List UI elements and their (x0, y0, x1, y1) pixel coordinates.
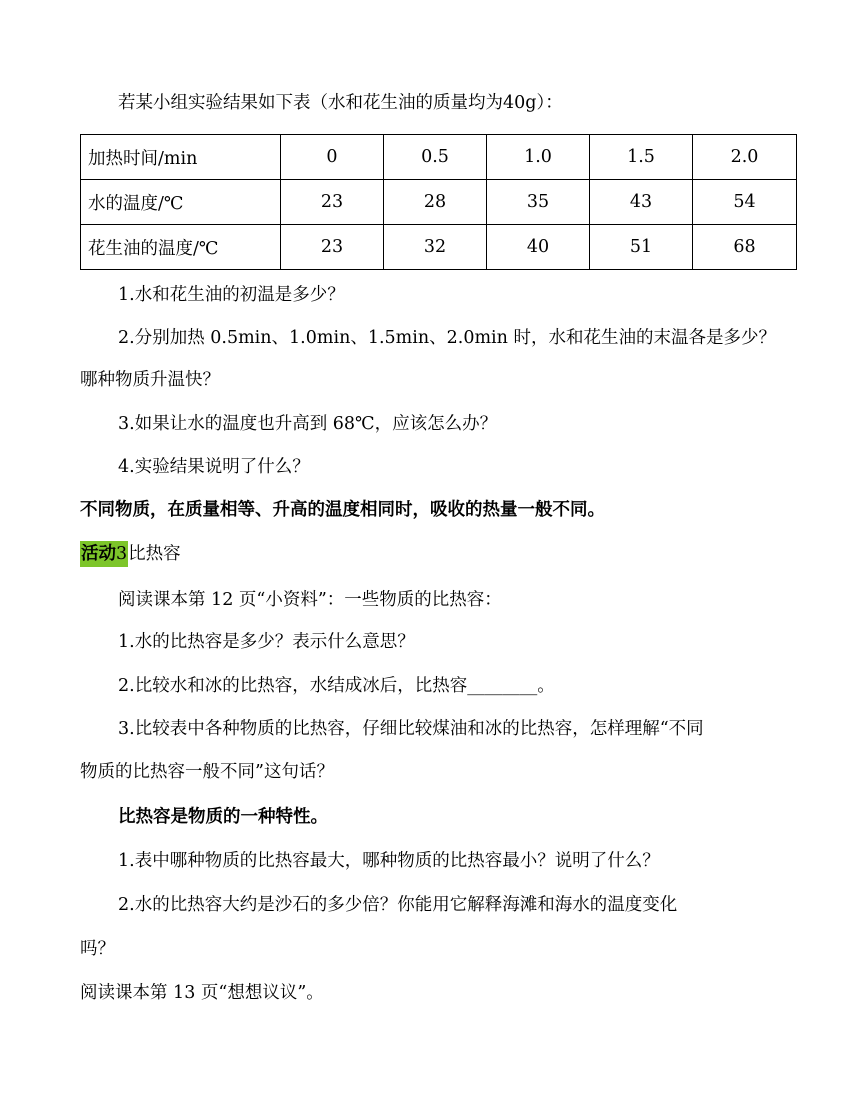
read-instruction-1: 阅读课本第 12 页“小资料”：一些物质的比热容： (118, 590, 502, 610)
table-cell: 0.5 (384, 135, 487, 180)
table-row-label: 加热时间/min (81, 135, 281, 180)
question-1-2: 2.分别加热 0.5min、1.0min、1.5min、2.0min 时，水和花生油的末温各是多少？ (118, 328, 776, 348)
question-2-3: 3.比较表中各种物质的比热容，仔细比较煤油和冰的比热容，怎样理解“不同 (118, 719, 704, 739)
question-3-2-cont: 吗？ (80, 939, 115, 959)
table-cell: 23 (281, 225, 384, 270)
table-cell: 68 (693, 225, 797, 270)
table-cell: 23 (281, 180, 384, 225)
table-cell: 51 (590, 225, 693, 270)
intro-text: 若某小组实验结果如下表（水和花生油的质量均为40g）： (118, 93, 563, 113)
question-3-1: 1.表中哪种物质的比热容最大，哪种物质的比热容最小？说明了什么？ (118, 851, 660, 871)
activity-tag (80, 541, 128, 567)
read-instruction-2: 阅读课本第 13 页“想想议议”。 (80, 983, 324, 1003)
activity-tag-label: 活动 (81, 544, 116, 564)
question-1-1: 1.水和花生油的初温是多少？ (118, 285, 345, 305)
conclusion-2: 比热容是物质的一种特性。 (118, 807, 328, 827)
experiment-table (80, 134, 797, 270)
table-cell: 0 (281, 135, 384, 180)
conclusion-1: 不同物质，在质量相等、升高的温度相同时，吸收的热量一般不同。 (80, 500, 605, 520)
question-2-1: 1.水的比热容是多少？表示什么意思？ (118, 632, 415, 652)
table-cell: 2.0 (693, 135, 797, 180)
activity-number: 3 (116, 544, 128, 564)
question-2-3-cont: 物质的比热容一般不同”这句话？ (80, 762, 334, 782)
table-cell: 28 (384, 180, 487, 225)
question-1-2-cont: 哪种物质升温快？ (80, 370, 220, 390)
table-row (81, 180, 797, 225)
table-cell: 40 (487, 225, 590, 270)
table-cell: 43 (590, 180, 693, 225)
activity-heading (80, 542, 780, 566)
table-cell: 35 (487, 180, 590, 225)
question-3-2: 2.水的比热容大约是沙石的多少倍？你能用它解释海滩和海水的温度变化 (118, 895, 678, 915)
activity-title: 比热容 (128, 544, 181, 564)
table-row-label: 花生油的温度/℃ (81, 225, 281, 270)
question-1-4: 4.实验结果说明了什么？ (118, 457, 310, 477)
table-row-label: 水的温度/℃ (81, 180, 281, 225)
table-cell: 1.0 (487, 135, 590, 180)
table-row (81, 135, 797, 180)
table-row (81, 225, 797, 270)
table-cell: 1.5 (590, 135, 693, 180)
question-2-2: 2.比较水和冰的比热容，水结成冰后，比热容________。 (118, 676, 555, 696)
question-1-3: 3.如果让水的温度也升高到 68℃，应该怎么办？ (118, 414, 498, 434)
table-cell: 32 (384, 225, 487, 270)
table-cell: 54 (693, 180, 797, 225)
